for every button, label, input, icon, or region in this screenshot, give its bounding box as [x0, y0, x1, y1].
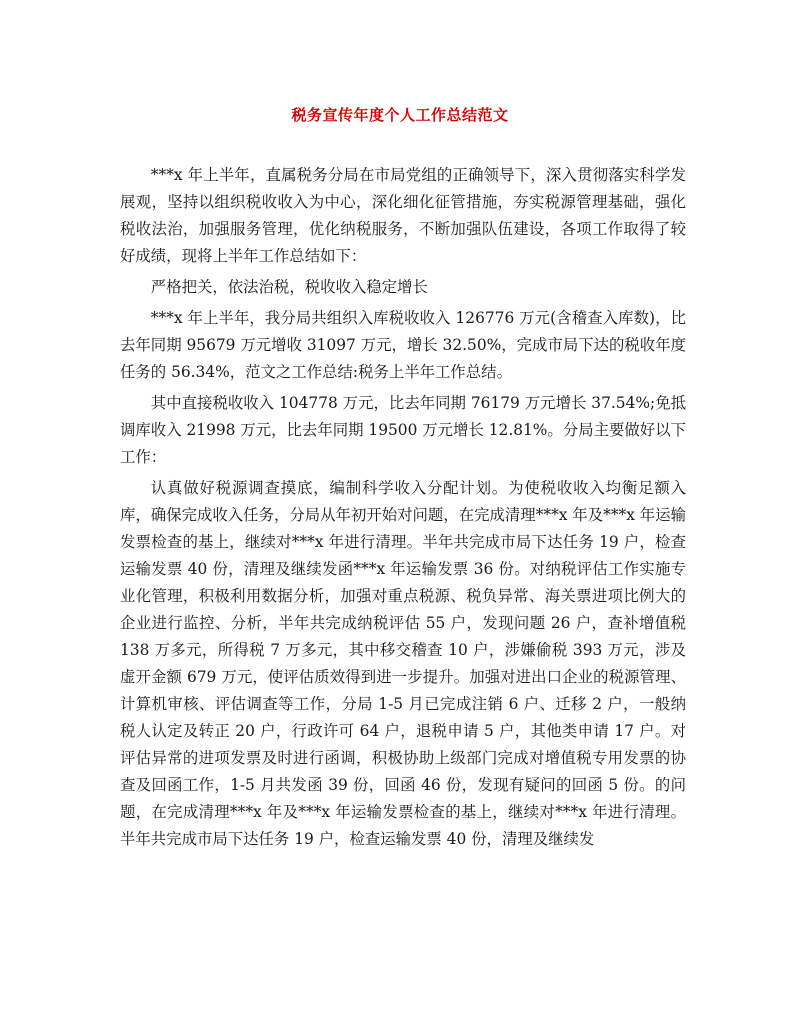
document-body: [120, 162, 686, 857]
section-heading: 严格把关，依法治税，税收收入稳定增长: [150, 278, 428, 296]
document-title: 税务宣传年度个人工作总结范文: [291, 106, 509, 124]
paragraph-intro: ***x 年上半年，直属税务分局在市局党组的正确领导下，深入贯彻落实科学发展观，坚持以组织税收收入为中心，深化细化征管措施，夯实税源管理基础，强化税收法治，加强服务管理，优化纳税服务，不断加强队伍建设，各项工作取得了较好成绩，现将上半年工作总结如下：: [120, 166, 686, 265]
paragraph-revenue: ***x 年上半年，我分局共组织入库税收收入 126776 万元(含稽查入库数)，比去年同期 95679 万元增收 31097 万元，增长 32.50%，完成市局下达的税收年度任务的 56.34%，范文之工作总结:税务上半年工作总结。: [120, 309, 686, 381]
paragraph-direct-revenue: 其中直接税收收入 104778 万元，比去年同期 76179 万元增长 37.54%;免抵调库收入 21998 万元，比去年同期 19500 万元增长 12.81%。分局主要做好以下工作：: [120, 394, 686, 466]
paragraph-tax-source: 认真做好税源调查摸底，编制科学收入分配计划。为使税收收入均衡足额入库，确保完成收入任务，分局从年初开始对问题，在完成清理***x 年及***x 年运输发票检查的基上，继续对***x 年进行清理。半年共完成市局下达任务 19 户，检查运输发票 40 份，清理及继续发函***x 年运输发票 36 份。对纳税评估工作实施专业化管理，积极利用数据分析，加强对重点税源、税负异常、海关票进项比例大的企业进行监控、分析，半年共完成纳税评估 55 户，发现问题 26 户，查补增值税 138 万多元，所得税 7 万多元，其中移交稽查 10 户，涉嫌偷税 393 万元，涉及虚开金额 679 万元，使评估质效得到进一步提升。加强对进出口企业的税源管理、计算机审核、评估调查等工作，分局 1-5 月已完成注销 6 户、迁移 2 户，一般纳税人认定及转正 20 户，行政许可 64 户，退税申请 5 户，其他类申请 17 户。对评估异常的进项发票及时进行函调，积极协助上级部门完成对增值税专用发票的协查及回函工作，1-5 月共发函 39 份，回函 46 份，发现有疑问的回函 5 份。的问题，在完成清理***x 年及***x 年运输发票检查的基上，继续对***x 年进行清理。半年共完成市局下达任务 19 户，检查运输发票 40 份，清理及继续发: [120, 479, 686, 848]
